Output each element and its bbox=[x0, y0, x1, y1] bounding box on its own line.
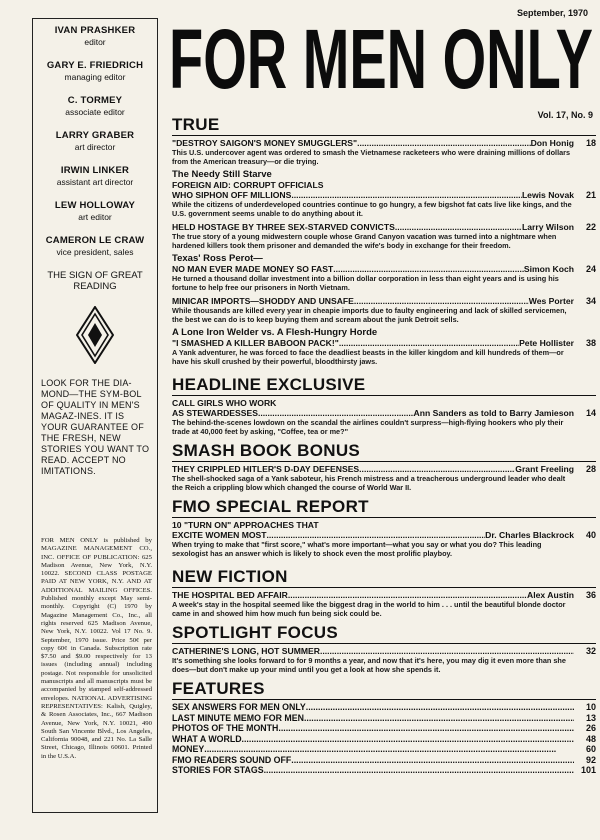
dot-leader bbox=[359, 464, 515, 474]
masthead-logo bbox=[166, 20, 596, 100]
page-number: 36 bbox=[585, 590, 596, 600]
dot-leader bbox=[333, 264, 524, 274]
feature-item bbox=[172, 723, 596, 734]
dot-leader bbox=[242, 734, 574, 745]
dot-leader bbox=[267, 530, 486, 540]
section-heading: NEW FICTION bbox=[172, 567, 288, 586]
article-kicker: 10 "TURN ON" APPROACHES THAT bbox=[172, 520, 319, 530]
article-entry bbox=[172, 254, 596, 292]
article-description: While the citizens of underdeveloped countries continue to go hungry, a few bigshot fat cats live like kings, and the U.S. government seems unable to do anything about it. bbox=[172, 200, 572, 218]
article-kicker: CALL GIRLS WHO WORK bbox=[172, 398, 277, 408]
feature-item bbox=[172, 765, 596, 776]
article-author: Ann Sanders as told to Barry Jamieson bbox=[413, 408, 574, 418]
section-divider bbox=[172, 517, 596, 518]
article-title: "I SMASHED A KILLER BABOON PACK!" bbox=[172, 338, 339, 348]
page-number: 21 bbox=[585, 190, 596, 200]
publication-info: FOR MEN ONLY is published by MAGAZINE MANAGEMENT CO., INC. OFFICE OF PUBLICATION: 625 Madison Avenue, New York, N.Y. 10022. SECOND CLASS POSTAGE PAID AT NEW YORK, N.Y. AND AT ADDITIONAL MAILING OFFICES. Published monthly except May semi-monthly. Copyright (C) 1970 by Magazine Management Co., Inc., all rights reserved 625 Madison Avenue, New York, N.Y. 10022. Vol 17 No. 9. September, 1970 issue. Price 50¢ per copy 60¢ in Canada. Subscription rate $7.50 and $9.00 respectively for 13 issues (including annual) including postage. Not responsible for unsolicited manuscripts and all manuscripts must be accompanied by stamped self-addressed envelopes. NATIONAL ADVERTISING REPRESENTATIVES: Kalish, Quigley, & Rosen Associates, Inc., 667 Madison Avenue, New York, N.Y. 10021, 490 South San Vincente Blvd., Los Angeles, California 90048, and 221 No. La Salle Street, Chicago, Illinois 60601. Printed in the U.S.A. bbox=[41, 537, 152, 760]
article-title: THEY CRIPPLED HITLER'S D-DAY DEFENSES bbox=[172, 464, 360, 474]
section-divider bbox=[172, 395, 596, 396]
staff-name: CAMERON LE CRAW bbox=[45, 235, 145, 246]
article-entry bbox=[172, 520, 596, 558]
section-features bbox=[172, 680, 596, 776]
article-title: EXCITE WOMEN MOST bbox=[172, 530, 267, 540]
article-title-line bbox=[172, 338, 574, 348]
page-number: 26 bbox=[585, 723, 596, 733]
section-divider bbox=[172, 699, 596, 700]
feature-item bbox=[172, 744, 596, 755]
dot-leader bbox=[395, 222, 522, 232]
staff-entry bbox=[33, 200, 157, 222]
article-entry bbox=[172, 170, 596, 218]
dot-leader bbox=[339, 338, 519, 348]
page-number: 40 bbox=[585, 530, 596, 540]
staff-name: LEW HOLLOWAY bbox=[54, 200, 136, 211]
article-title-line bbox=[172, 590, 574, 600]
article-entry bbox=[172, 464, 596, 492]
feature-title: LAST MINUTE MEMO FOR MEN bbox=[172, 712, 304, 723]
dot-leader bbox=[291, 190, 522, 200]
article-description: A week's stay in the hospital seemed like the biggest drag in the world to him . . . until the beautiful blonde doctor came in and showed him how much fun being sick could be. bbox=[172, 600, 566, 618]
staff-role: editor bbox=[84, 37, 106, 47]
staff-list bbox=[33, 19, 157, 257]
article-description: It's something she looks forward to for 9 months a year, and now that it's here, you may dig it even more than she does—but don't make up your mind until you get a look at how she spends it. bbox=[172, 656, 566, 674]
article-author: Larry Wilson bbox=[522, 222, 574, 232]
staff-role: art director bbox=[74, 142, 116, 152]
article-kicker: Texas' Ross Perot— bbox=[172, 253, 263, 264]
feature-item bbox=[172, 713, 596, 724]
section-heading: FEATURES bbox=[172, 679, 265, 698]
sign-title: THE SIGN OF GREAT READING bbox=[47, 270, 143, 292]
dot-leader bbox=[288, 590, 527, 600]
article-description: When trying to make that "first score," what's more important—what you say or what you do? This leading sexologist has an answer which is likely to shock even the most prolific playboy. bbox=[172, 540, 542, 558]
feature-title: MONEY bbox=[172, 744, 205, 754]
article-title-line bbox=[172, 464, 574, 474]
staff-entry bbox=[33, 95, 157, 117]
section-true bbox=[172, 116, 596, 366]
feature-title: STORIES FOR STAGS bbox=[172, 765, 264, 775]
staff-name: GARY E. FRIEDRICH bbox=[46, 60, 144, 71]
section-headline-exclusive bbox=[172, 376, 596, 436]
page-number: 18 bbox=[585, 138, 596, 148]
section-divider bbox=[172, 135, 596, 136]
section-divider bbox=[172, 587, 596, 588]
article-title-line bbox=[172, 222, 574, 232]
page-number: 60 bbox=[585, 744, 596, 754]
dot-leader bbox=[357, 138, 530, 148]
article-entry bbox=[172, 138, 596, 166]
article-description: The shell-shocked saga of a Yank saboteur, his French mistress and a treacherous underground leader who dealt the Reich a crippling blow which changed the course of World War II. bbox=[172, 474, 566, 492]
article-description: The true story of a young midwestern couple whose Grand Canyon vacation was turned into a nightmare when hardened killers took them prisoner and demanded the wife's body in exchange for their freedom. bbox=[172, 232, 557, 250]
issue-date: September, 1970 bbox=[517, 8, 589, 18]
article-entry bbox=[172, 222, 596, 250]
section-divider bbox=[172, 643, 596, 644]
article-author: Don Honig bbox=[530, 138, 574, 148]
section-heading: SPOTLIGHT FOCUS bbox=[172, 623, 338, 642]
dot-leader bbox=[306, 702, 574, 713]
article-author: Alex Austin bbox=[527, 590, 574, 600]
article-title: THE HOSPITAL BED AFFAIR bbox=[172, 590, 288, 600]
article-author: Grant Freeling bbox=[515, 464, 574, 474]
article-entry bbox=[172, 296, 596, 324]
page-number: 13 bbox=[585, 712, 596, 723]
dot-leader bbox=[291, 755, 574, 766]
article-description: He turned a thousand dollar investment into a billion dollar corporation in less than eight years and is using his fortune to help free our prisoners in North Vietnam. bbox=[172, 274, 559, 292]
staff-name: IVAN PRASHKER bbox=[54, 25, 136, 36]
article-title: NO MAN EVER MADE MONEY SO FAST bbox=[172, 264, 334, 274]
page-number: 34 bbox=[585, 296, 596, 306]
article-title: MINICAR IMPORTS—SHODDY AND UNSAFE bbox=[172, 296, 354, 306]
sign-text: LOOK FOR THE DIA-MOND—THE SYM-BOL OF QUALITY IN MEN'S MAGAZ-INES. IT IS YOUR GUARANTEE OF THE FRESH, NEW STORIES YOU WANT TO READ. ACCEPT NO IMITATIONS. bbox=[41, 378, 150, 476]
article-description: This U.S. undercover agent was ordered to smash the Vietnamese racketeers who were draining millions of dollars from the American treasury—or die trying. bbox=[172, 148, 571, 166]
staff-entry bbox=[33, 130, 157, 152]
section-spotlight-focus bbox=[172, 624, 596, 674]
dot-leader bbox=[264, 765, 574, 776]
staff-sidebar bbox=[32, 18, 158, 813]
article-description: While thousands are killed every year in cheapie imports due to faulty engineering and lack of skilled servicemen, the best we can do is to keep buying them and scream about the junk Detroit sells. bbox=[172, 306, 567, 324]
article-title-line bbox=[172, 530, 574, 540]
article-title: HELD HOSTAGE BY THREE SEX-STARVED CONVICTS bbox=[172, 222, 395, 232]
article-entry bbox=[172, 328, 596, 366]
feature-title: FMO READERS SOUND OFF bbox=[172, 754, 292, 765]
feature-item bbox=[172, 755, 596, 766]
diamond-logo bbox=[33, 306, 157, 364]
article-kicker: FOREIGN AID: CORRUPT OFFICIALS bbox=[172, 180, 324, 190]
feature-title: PHOTOS OF THE MONTH bbox=[172, 723, 279, 733]
section-heading: TRUE bbox=[172, 115, 220, 134]
page-number: 32 bbox=[585, 646, 596, 656]
dot-leader bbox=[278, 723, 574, 734]
section-divider bbox=[172, 461, 596, 462]
article-author: Dr. Charles Blackrock bbox=[485, 530, 574, 540]
article-title-line bbox=[172, 408, 574, 418]
table-of-contents bbox=[172, 116, 596, 776]
article-title: WHO SIPHON OFF MILLIONS bbox=[172, 190, 292, 200]
article-entry bbox=[172, 398, 596, 436]
section-fmo-special-report bbox=[172, 498, 596, 558]
article-author: Pete Hollister bbox=[519, 338, 574, 348]
staff-entry bbox=[33, 165, 157, 187]
article-title-line bbox=[172, 264, 574, 274]
section-heading: FMO SPECIAL REPORT bbox=[172, 497, 369, 516]
section-heading: SMASH BOOK BONUS bbox=[172, 441, 361, 460]
article-author: Lewis Novak bbox=[521, 190, 574, 200]
page-number: 10 bbox=[585, 702, 596, 712]
dot-leader bbox=[354, 296, 529, 306]
article-kicker: The Needy Still Starve bbox=[172, 169, 272, 180]
article-author: Simon Koch bbox=[523, 264, 574, 274]
feature-title: WHAT A WORLD bbox=[172, 733, 242, 744]
article-description: A Yank adventurer, he was forced to face the deadliest beasts in the killer kingdom and kill hundreds of them—or have his skull crushed by their powerful, bloodthirsty jaws. bbox=[172, 348, 564, 366]
staff-entry bbox=[33, 25, 157, 47]
page-number: 92 bbox=[585, 754, 596, 765]
section-heading: HEADLINE EXCLUSIVE bbox=[172, 375, 366, 394]
dot-leader bbox=[320, 646, 574, 656]
article-entry bbox=[172, 590, 596, 618]
article-title: AS STEWARDESSES bbox=[172, 408, 258, 418]
article-title-line bbox=[172, 646, 574, 656]
feature-item bbox=[172, 734, 596, 745]
staff-name: LARRY GRABER bbox=[55, 130, 135, 141]
feature-item bbox=[172, 702, 596, 713]
staff-role: assistant art director bbox=[56, 177, 134, 187]
page-number: 38 bbox=[585, 338, 596, 348]
staff-role: art editor bbox=[78, 212, 112, 222]
dot-leader bbox=[258, 408, 414, 418]
page-number: 48 bbox=[585, 733, 596, 744]
staff-name: C. TORMEY bbox=[67, 95, 123, 106]
section-new-fiction bbox=[172, 568, 596, 618]
page-number: 28 bbox=[585, 464, 596, 474]
article-title-line bbox=[172, 296, 574, 306]
staff-name: IRWIN LINKER bbox=[60, 165, 130, 176]
masthead-title: FOR MEN ONLY bbox=[169, 20, 593, 100]
page-number: 14 bbox=[585, 408, 596, 418]
staff-entry bbox=[33, 60, 157, 82]
article-title-line bbox=[172, 190, 574, 200]
volume-number: Vol. 17, No. 9 bbox=[537, 110, 593, 120]
feature-title: SEX ANSWERS FOR MEN ONLY bbox=[172, 702, 306, 712]
article-author: Wes Porter bbox=[528, 296, 574, 306]
dot-leader bbox=[304, 713, 574, 724]
page-number: 24 bbox=[585, 264, 596, 274]
staff-role: vice president, sales bbox=[56, 247, 134, 257]
article-title-line bbox=[172, 138, 574, 148]
article-title: CATHERINE'S LONG, HOT SUMMER bbox=[172, 646, 320, 656]
article-kicker: A Lone Iron Welder vs. A Flesh-Hungry Horde bbox=[172, 327, 378, 338]
staff-entry bbox=[33, 235, 157, 257]
diamond-icon bbox=[76, 306, 114, 364]
staff-role: associate editor bbox=[65, 107, 125, 117]
staff-role: managing editor bbox=[64, 72, 126, 82]
section-smash-book-bonus bbox=[172, 442, 596, 492]
article-description: The behind-the-scenes lowdown on the scandal the airlines couldn't surpress—high-flying hookers who ply their trade at 40,000 feet by asking, "Coffee, tea or me?" bbox=[172, 418, 564, 436]
dot-leader bbox=[204, 744, 574, 755]
page-number: 101 bbox=[580, 765, 596, 775]
article-title: "DESTROY SAIGON'S MONEY SMUGGLERS" bbox=[172, 138, 358, 148]
page-number: 22 bbox=[585, 222, 596, 232]
article-entry bbox=[172, 646, 596, 674]
